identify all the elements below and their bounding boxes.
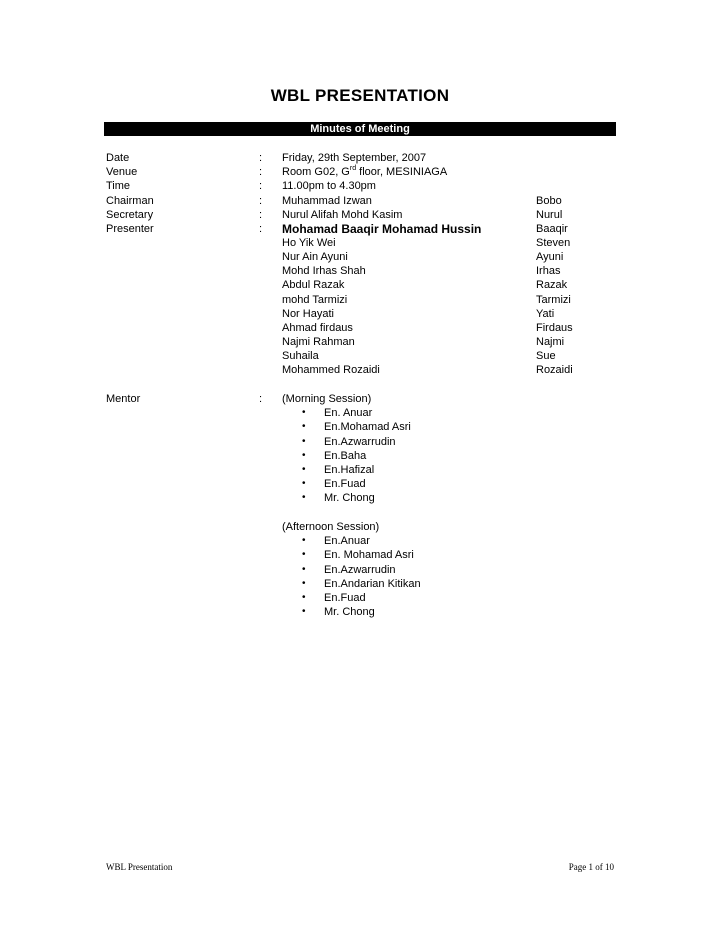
mentor-list-item [0, 577, 720, 591]
mentor-name: En.Mohamad Asri [324, 421, 411, 433]
venue-value [282, 165, 447, 179]
presenter-row [0, 264, 720, 278]
bullet-icon: • [302, 606, 306, 617]
venue-label: Venue [106, 166, 138, 178]
chairman-name: Muhammad Izwan [282, 195, 372, 207]
bullet-icon: • [302, 478, 306, 489]
presenter-nick: Sue [536, 350, 556, 362]
mentor-list-item [0, 449, 720, 463]
presenter-row [0, 363, 720, 377]
presenter-nick: Razak [536, 279, 568, 291]
bullet-icon: • [302, 564, 306, 575]
secretary-row [0, 208, 720, 222]
venue-pre: Room G02, G [282, 166, 350, 178]
colon: : [259, 166, 263, 178]
bullet-icon: • [302, 450, 306, 461]
chairman-nick: Bobo [536, 195, 562, 207]
secretary-nick: Nurul [536, 209, 563, 221]
bullet-icon: • [302, 535, 306, 546]
chairman-label: Chairman [106, 195, 154, 207]
presenter-row [0, 222, 720, 236]
mentor-name: Mr. Chong [324, 606, 375, 618]
presenter-nick: Rozaidi [536, 364, 573, 376]
presenter-name: Ahmad firdaus [282, 322, 353, 334]
secretary-name: Nurul Alifah Mohd Kasim [282, 209, 403, 221]
presenter-name: mohd Tarmizi [282, 294, 348, 306]
mentor-row [0, 392, 720, 406]
presenter-name: Mohammed Rozaidi [282, 364, 380, 376]
chairman-row [0, 194, 720, 208]
morning-session-title: (Morning Session) [282, 393, 372, 405]
presenter-row [0, 236, 720, 250]
mentor-name: En.Hafizal [324, 464, 375, 476]
mentor-list-item [0, 563, 720, 577]
presenter-nick: Baaqir [536, 223, 568, 235]
presenter-row [0, 293, 720, 307]
mentor-list-item [0, 435, 720, 449]
venue-row [0, 165, 720, 179]
time-label: Time [106, 180, 131, 192]
presenter-nick: Yati [536, 308, 555, 320]
mentor-name: En.Fuad [324, 592, 366, 604]
colon: : [259, 152, 263, 164]
venue-sup: rd [349, 165, 357, 172]
bullet-icon: • [302, 436, 306, 447]
date-label: Date [106, 152, 130, 164]
venue-post: floor, MESINIAGA [356, 166, 448, 178]
presenter-row [0, 321, 720, 335]
presenter-name: Mohd Irhas Shah [282, 265, 366, 277]
footer-left: WBL Presentation [106, 862, 173, 872]
presenter-nick: Tarmizi [536, 294, 571, 306]
colon: : [259, 195, 263, 207]
mentor-list-item [0, 463, 720, 477]
colon: : [259, 393, 263, 405]
time-row [0, 179, 720, 193]
bullet-icon: • [302, 421, 306, 432]
presenter-row [0, 307, 720, 321]
presenter-nick: Najmi [536, 336, 565, 348]
mentor-list-item [0, 605, 720, 619]
bullet-icon: • [302, 549, 306, 560]
presenter-row [0, 278, 720, 292]
presenter-name: Najmi Rahman [282, 336, 355, 348]
colon: : [259, 180, 263, 192]
mentor-label: Mentor [106, 393, 141, 405]
mentor-list-item [0, 591, 720, 605]
bullet-icon: • [302, 492, 306, 503]
page-number: Page 1 of 10 [568, 862, 614, 872]
minutes-header-bar: Minutes of Meeting [104, 122, 616, 136]
presenter-name: Suhaila [282, 350, 319, 362]
colon: : [259, 209, 263, 221]
colon: : [259, 223, 263, 235]
time-value: 11.00pm to 4.30pm [282, 180, 376, 192]
presenter-name: Ho Yik Wei [282, 237, 336, 249]
mentor-name: En.Azwarrudin [324, 436, 396, 448]
mentor-name: En.Fuad [324, 478, 366, 490]
mentor-name: En.Baha [324, 450, 367, 462]
mentor-name: En.Anuar [324, 535, 370, 547]
presenter-nick: Ayuni [536, 251, 564, 263]
presenter-row [0, 349, 720, 363]
afternoon-session-title: (Afternoon Session) [282, 521, 380, 533]
mentor-name: En.Andarian Kitikan [324, 578, 421, 590]
mentor-list-item [0, 477, 720, 491]
bullet-icon: • [302, 592, 306, 603]
date-value: Friday, 29th September, 2007 [282, 152, 427, 164]
date-row [0, 151, 720, 165]
afternoon-row [0, 520, 720, 534]
page-title: WBL PRESENTATION [270, 86, 450, 105]
mentor-name: Mr. Chong [324, 492, 375, 504]
presenter-label: Presenter [106, 223, 154, 235]
presenter-name: Nur Ain Ayuni [282, 251, 348, 263]
mentor-name: En. Anuar [324, 407, 373, 419]
presenter-name: Mohamad Baaqir Mohamad Hussin [282, 222, 482, 236]
presenter-row [0, 250, 720, 264]
bullet-icon: • [302, 407, 306, 418]
mentor-list-item [0, 548, 720, 562]
presenter-nick: Irhas [536, 265, 561, 277]
mentor-list-item [0, 534, 720, 548]
mentor-list-item [0, 491, 720, 505]
presenter-nick: Steven [536, 237, 571, 249]
presenter-name: Nor Hayati [282, 308, 334, 320]
bullet-icon: • [302, 578, 306, 589]
mentor-list-item [0, 420, 720, 434]
bullet-icon: • [302, 464, 306, 475]
mentor-name: En.Azwarrudin [324, 564, 396, 576]
presenter-row [0, 335, 720, 349]
mentor-list-item [0, 406, 720, 420]
secretary-label: Secretary [106, 209, 154, 221]
presenter-name: Abdul Razak [282, 279, 345, 291]
presenter-nick: Firdaus [536, 322, 573, 334]
mentor-name: En. Mohamad Asri [324, 549, 414, 561]
